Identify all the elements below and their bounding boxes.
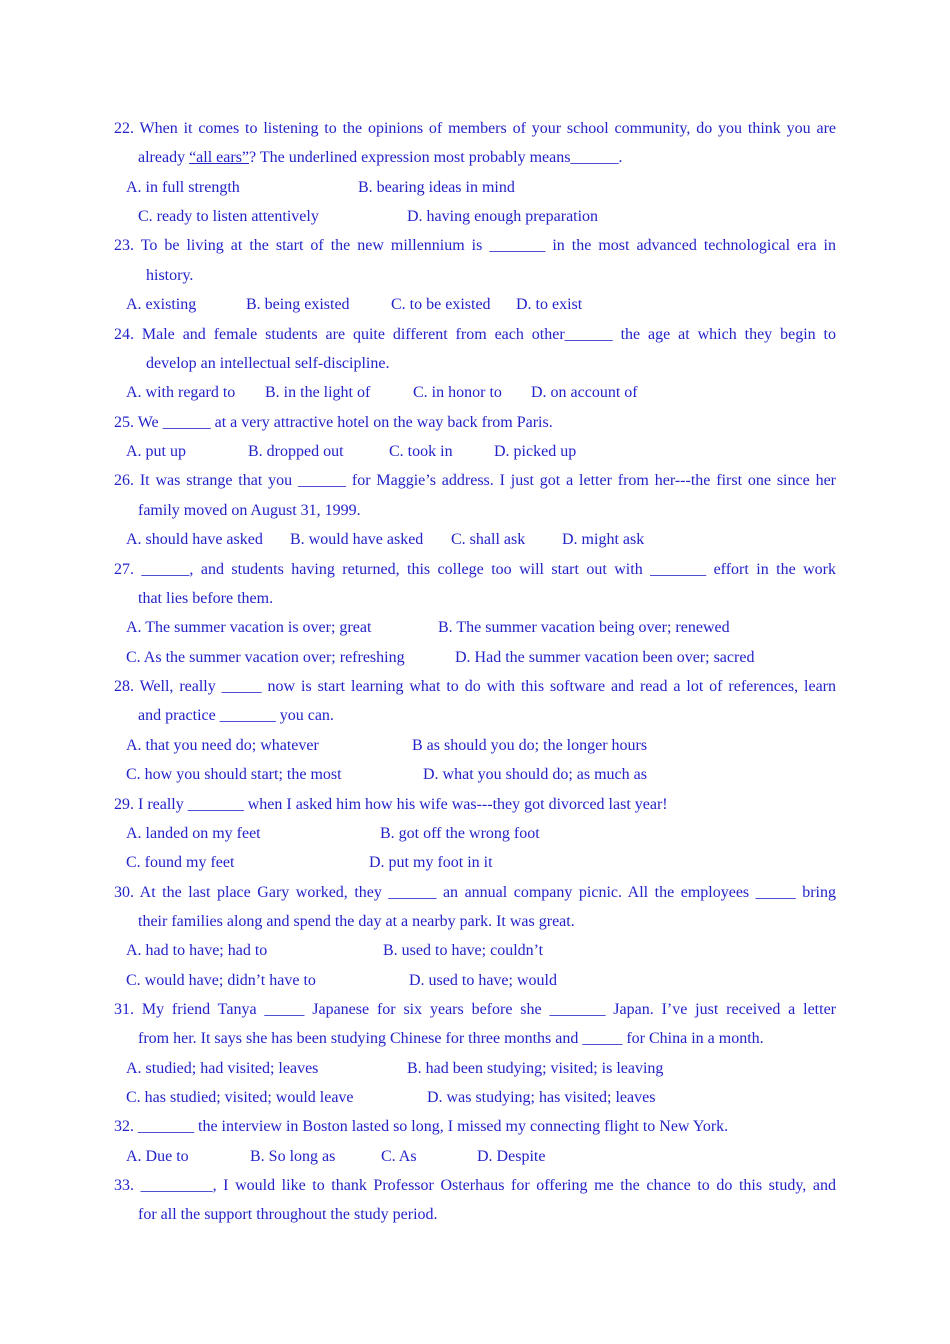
q31-option-b: B. had been studying; visited; is leaving bbox=[407, 1060, 664, 1077]
q32-stem-line1: 32. _______ the interview in Boston lasted so long, I missed my connecting flight to New York. bbox=[114, 1118, 729, 1135]
q26-option-c: C. shall ask bbox=[451, 531, 526, 548]
q27-option-d: D. Had the summer vacation been over; sacred bbox=[455, 649, 755, 666]
q22-stem-pre: already bbox=[138, 149, 190, 166]
q30-option-d: D. used to have; would bbox=[409, 972, 557, 989]
q31-option-d: D. was studying; has visited; leaves bbox=[427, 1089, 656, 1106]
q23-option-c: C. to be existed bbox=[391, 296, 491, 313]
q23-option-a: A. existing bbox=[126, 296, 197, 313]
q27-option-b: B. The summer vacation being over; renewed bbox=[438, 619, 730, 636]
q29-option-a: A. landed on my feet bbox=[126, 825, 261, 842]
q26-option-a: A. should have asked bbox=[126, 531, 263, 548]
q31-option-c: C. has studied; visited; would leave bbox=[126, 1089, 354, 1106]
q33-stem-line1: 33. _________, I would like to thank Professor Osterhaus for offering me the chance to do this study, and bbox=[114, 1177, 836, 1194]
q25-option-b: B. dropped out bbox=[248, 443, 344, 460]
q27-option-c: C. As the summer vacation over; refreshing bbox=[126, 649, 405, 666]
q24-option-b: B. in the light of bbox=[265, 384, 371, 401]
q32-option-d: D. Despite bbox=[477, 1148, 546, 1165]
q24-option-c: C. in honor to bbox=[413, 384, 502, 401]
q31-stem-line1: 31. My friend Tanya _____ Japanese for six years before she _______ Japan. I’ve just received a letter bbox=[114, 1001, 836, 1018]
q22-underlined-expression: “all ears” bbox=[189, 149, 250, 166]
q22-stem-line2 bbox=[138, 143, 622, 172]
q31-stem-line2: from her. It says she has been studying Chinese for three months and _____ for China in a month. bbox=[138, 1030, 764, 1047]
q29-stem-line1: 29. I really _______ when I asked him how his wife was---they got divorced last year! bbox=[114, 796, 668, 813]
q28-option-a: A. that you need do; whatever bbox=[126, 737, 319, 754]
q24-option-d: D. on account of bbox=[531, 384, 638, 401]
q29-option-c: C. found my feet bbox=[126, 854, 235, 871]
q27-option-a: A. The summer vacation is over; great bbox=[126, 619, 372, 636]
q25-stem-line1: 25. We ______ at a very attractive hotel on the way back from Paris. bbox=[114, 414, 553, 431]
q30-option-a: A. had to have; had to bbox=[126, 942, 268, 959]
q23-stem-line2: history. bbox=[146, 267, 194, 284]
q26-option-d: D. might ask bbox=[562, 531, 645, 548]
q22-option-c: C. ready to listen attentively bbox=[138, 208, 319, 225]
q26-option-b: B. would have asked bbox=[290, 531, 424, 548]
q28-stem-line1: 28. Well, really _____ now is start learning what to do with this software and read a lot of references, learn bbox=[114, 678, 836, 695]
q26-stem-line2: family moved on August 31, 1999. bbox=[138, 502, 361, 519]
q25-option-a: A. put up bbox=[126, 443, 186, 460]
q28-option-c: C. how you should start; the most bbox=[126, 766, 342, 783]
q30-option-b: B. used to have; couldn’t bbox=[383, 942, 544, 959]
q32-option-a: A. Due to bbox=[126, 1148, 189, 1165]
q32-option-c: C. As bbox=[381, 1148, 417, 1165]
q27-stem-line1: 27. ______, and students having returned, this college too will start out with _______ effort in the work bbox=[114, 561, 836, 578]
q28-option-b: B as should you do; the longer hours bbox=[412, 737, 648, 754]
q22-option-b: B. bearing ideas in mind bbox=[358, 179, 515, 196]
q32-option-b: B. So long as bbox=[250, 1148, 336, 1165]
q29-option-b: B. got off the wrong foot bbox=[380, 825, 540, 842]
q22-option-a: A. in full strength bbox=[126, 179, 240, 196]
q23-option-d: D. to exist bbox=[516, 296, 583, 313]
q22-option-d: D. having enough preparation bbox=[407, 208, 599, 225]
q30-stem-line1: 30. At the last place Gary worked, they ______ an annual company picnic. All the employees _____ bring bbox=[114, 884, 836, 901]
q24-stem-line2: develop an intellectual self-discipline. bbox=[146, 355, 390, 372]
q28-stem-line2: and practice _______ you can. bbox=[138, 707, 334, 724]
q24-option-a: A. with regard to bbox=[126, 384, 236, 401]
q22-stem-post: ? The underlined expression most probably means______. bbox=[249, 149, 623, 166]
q27-stem-line2: that lies before them. bbox=[138, 590, 274, 607]
q25-option-c: C. took in bbox=[389, 443, 453, 460]
q22-stem-line1: 22. When it comes to listening to the opinions of members of your school community, do you think you are bbox=[114, 120, 836, 137]
q23-stem-line1: 23. To be living at the start of the new millennium is _______ in the most advanced technological era in bbox=[114, 237, 836, 254]
q25-option-d: D. picked up bbox=[494, 443, 577, 460]
q30-option-c: C. would have; didn’t have to bbox=[126, 972, 316, 989]
q24-stem-line1: 24. Male and female students are quite different from each other______ the age at which they begin to bbox=[114, 326, 836, 343]
q33-stem-line2: for all the support throughout the study period. bbox=[138, 1206, 438, 1223]
q30-stem-line2: their families along and spend the day at a nearby park. It was great. bbox=[138, 913, 575, 930]
q23-option-b: B. being existed bbox=[246, 296, 350, 313]
q29-option-d: D. put my foot in it bbox=[369, 854, 493, 871]
q28-option-d: D. what you should do; as much as bbox=[423, 766, 647, 783]
q26-stem-line1: 26. It was strange that you ______ for Maggie’s address. I just got a letter from her---the first one since her bbox=[114, 472, 836, 489]
q31-option-a: A. studied; had visited; leaves bbox=[126, 1060, 319, 1077]
